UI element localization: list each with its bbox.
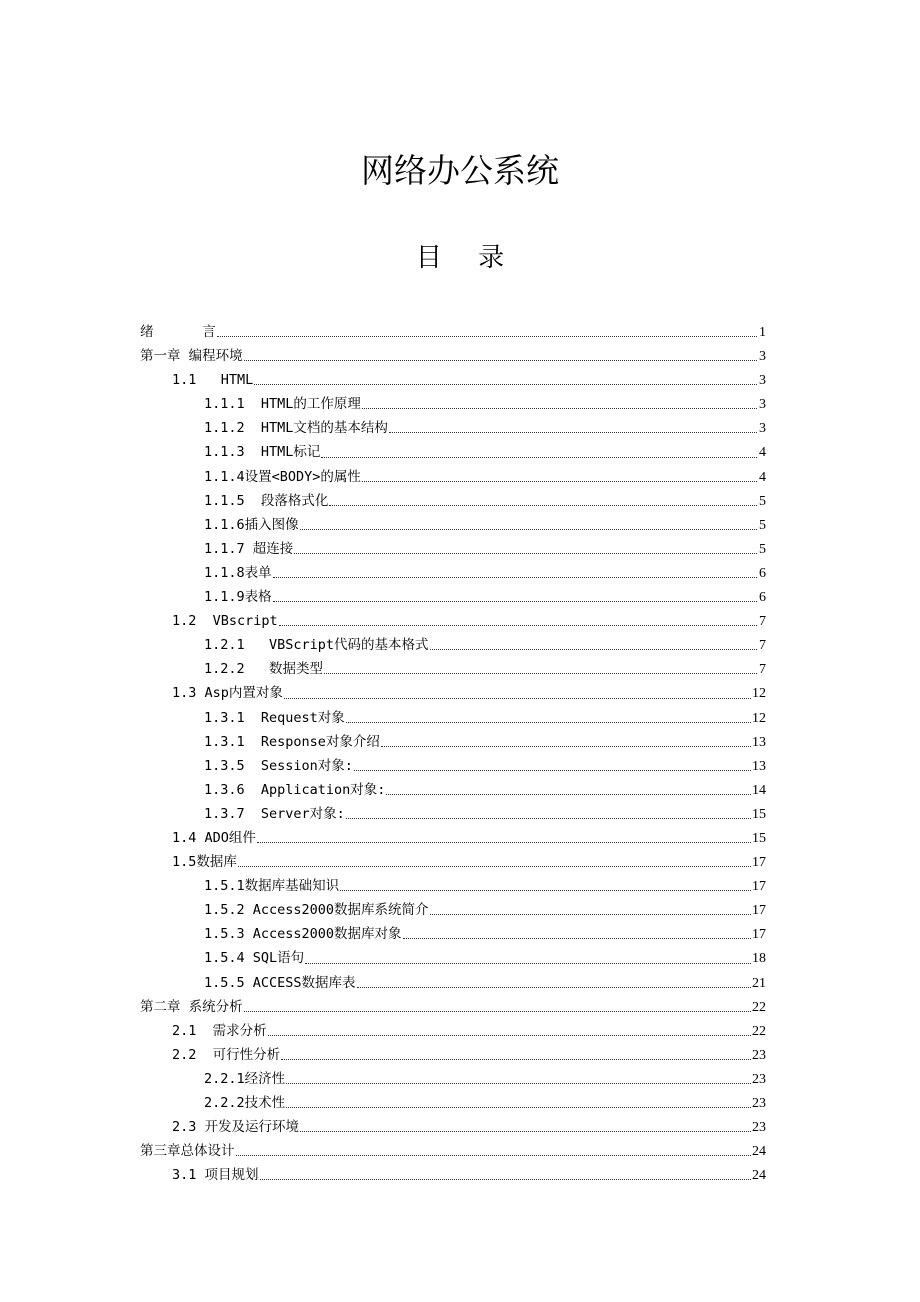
toc-entry-label: 1.5数据库 bbox=[172, 854, 237, 871]
toc-dot-leader bbox=[260, 1179, 751, 1180]
toc-dot-leader bbox=[430, 914, 751, 915]
toc-entry[interactable] bbox=[140, 971, 766, 995]
toc-page-number: 7 bbox=[759, 638, 766, 654]
toc-entry-label: 1.5.5 ACCESS数据库表 bbox=[204, 974, 356, 991]
toc-page-number: 3 bbox=[759, 349, 766, 365]
toc-entry[interactable] bbox=[140, 706, 766, 730]
toc-entry-label: 1.1.8表单 bbox=[204, 564, 272, 581]
toc-page-number: 7 bbox=[759, 614, 766, 630]
toc-page-number: 18 bbox=[752, 951, 766, 967]
toc-dot-leader bbox=[279, 625, 757, 626]
toc-dot-leader bbox=[329, 505, 757, 506]
toc-entry-label: 2.1 需求分析 bbox=[172, 1022, 267, 1039]
toc-dot-leader bbox=[346, 818, 751, 819]
toc-entry[interactable] bbox=[140, 392, 766, 416]
toc-page-number: 12 bbox=[752, 686, 766, 702]
toc-page-number: 23 bbox=[752, 1047, 766, 1063]
toc-entry-label: 2.3 开发及运行环境 bbox=[172, 1119, 300, 1136]
toc-entry[interactable] bbox=[140, 995, 766, 1019]
toc-page-number: 5 bbox=[759, 493, 766, 509]
toc-entry[interactable] bbox=[140, 1115, 766, 1139]
toc-entry[interactable] bbox=[140, 561, 766, 585]
toc-entry[interactable] bbox=[140, 344, 766, 368]
toc-page-number: 3 bbox=[759, 421, 766, 437]
toc-entry-label: 1.5.3 Access2000数据库对象 bbox=[204, 926, 402, 943]
toc-entry-label: 1.5.4 SQL语句 bbox=[204, 950, 305, 967]
toc-entry[interactable] bbox=[140, 802, 766, 826]
toc-entry-label: 1.1.1 HTML的工作原理 bbox=[204, 396, 361, 413]
toc-page-number: 3 bbox=[759, 397, 766, 413]
toc-page-number: 23 bbox=[752, 1120, 766, 1136]
toc-entry[interactable] bbox=[140, 465, 766, 489]
toc-page-number: 17 bbox=[752, 855, 766, 871]
toc-entry-label: 2.2 可行性分析 bbox=[172, 1046, 281, 1063]
toc-entry-label: 1.3.1 Response对象介绍 bbox=[204, 733, 380, 750]
toc-entry[interactable] bbox=[140, 730, 766, 754]
toc-entry[interactable] bbox=[140, 778, 766, 802]
toc-dot-leader bbox=[273, 601, 757, 602]
toc-entry[interactable] bbox=[140, 440, 766, 464]
toc-dot-leader bbox=[362, 408, 757, 409]
toc-entry-label: 1.4 ADO组件 bbox=[172, 829, 256, 846]
toc-entry-label: 1.1.3 HTML标记 bbox=[204, 444, 321, 461]
toc-dot-leader bbox=[217, 336, 757, 337]
toc-entry-label: 1.1 HTML bbox=[172, 372, 254, 389]
toc-entry[interactable] bbox=[140, 754, 766, 778]
toc-entry[interactable] bbox=[140, 489, 766, 513]
toc-entry-label: 1.3.6 Application对象: bbox=[204, 781, 386, 798]
toc-page-number: 7 bbox=[759, 662, 766, 678]
toc-dot-leader bbox=[430, 649, 757, 650]
toc-dot-leader bbox=[284, 698, 751, 699]
toc-page-number: 5 bbox=[759, 517, 766, 533]
toc-entry-label: 第三章总体设计 bbox=[140, 1143, 235, 1160]
toc-entry[interactable] bbox=[140, 537, 766, 561]
toc-entry-label: 绪 言 bbox=[140, 324, 216, 340]
toc-entry-label: 1.5.2 Access2000数据库系统简介 bbox=[204, 902, 429, 919]
toc-page-number: 15 bbox=[752, 830, 766, 846]
toc-entry[interactable] bbox=[140, 874, 766, 898]
toc-entry[interactable] bbox=[140, 1091, 766, 1115]
toc-dot-leader bbox=[286, 1107, 751, 1108]
toc-page-number: 14 bbox=[752, 782, 766, 798]
toc-page-number: 21 bbox=[752, 975, 766, 991]
toc-page-number: 4 bbox=[759, 469, 766, 485]
toc-page-number: 23 bbox=[752, 1071, 766, 1087]
toc-page-number: 24 bbox=[752, 1144, 766, 1160]
toc-entry-label: 1.1.4设置<BODY>的属性 bbox=[204, 468, 361, 485]
toc-dot-leader bbox=[381, 746, 751, 747]
toc-dot-leader bbox=[340, 890, 751, 891]
toc-entry[interactable] bbox=[140, 946, 766, 970]
toc-entry[interactable] bbox=[140, 1067, 766, 1091]
toc-page-number: 15 bbox=[752, 806, 766, 822]
toc-dot-leader bbox=[294, 553, 757, 554]
toc-entry[interactable] bbox=[140, 368, 766, 392]
toc-entry-label: 1.1.7 超连接 bbox=[204, 540, 294, 557]
toc-page-number: 6 bbox=[759, 590, 766, 606]
toc-entry-label: 1.2 VBscript bbox=[172, 613, 278, 630]
toc-dot-leader bbox=[238, 866, 751, 867]
toc-entry[interactable] bbox=[140, 320, 766, 344]
toc-entry[interactable] bbox=[140, 1139, 766, 1163]
toc-entry[interactable] bbox=[140, 681, 766, 705]
toc-page-number: 17 bbox=[752, 879, 766, 895]
toc-page-number: 12 bbox=[752, 710, 766, 726]
toc-entry[interactable] bbox=[140, 1043, 766, 1067]
toc-entry-label: 1.3 Asp内置对象 bbox=[172, 685, 283, 702]
toc-dot-leader bbox=[305, 963, 751, 964]
toc-page-number: 13 bbox=[752, 734, 766, 750]
toc-page-number: 17 bbox=[752, 927, 766, 943]
toc-page-number: 17 bbox=[752, 903, 766, 919]
toc-page-number: 5 bbox=[759, 541, 766, 557]
toc-dot-leader bbox=[403, 938, 751, 939]
toc-dot-leader bbox=[354, 770, 751, 771]
toc-entry-label: 1.1.2 HTML文档的基本结构 bbox=[204, 420, 388, 437]
toc-dot-leader bbox=[362, 481, 757, 482]
toc-dot-leader bbox=[236, 1155, 752, 1156]
toc-entry[interactable] bbox=[140, 1163, 766, 1187]
toc-dot-leader bbox=[324, 673, 757, 674]
toc-entry-label: 第二章 系统分析 bbox=[140, 998, 243, 1015]
toc-page-number: 3 bbox=[759, 373, 766, 389]
toc-entry-label: 1.5.1数据库基础知识 bbox=[204, 878, 340, 895]
toc-entry-label: 1.3.1 Request对象 bbox=[204, 709, 345, 726]
toc-entry[interactable] bbox=[140, 633, 766, 657]
toc-entry[interactable] bbox=[140, 513, 766, 537]
toc-dot-leader bbox=[281, 1059, 751, 1060]
toc-entry-label: 2.2.2技术性 bbox=[204, 1095, 286, 1111]
toc-entry-label: 第一章 编程环境 bbox=[140, 348, 243, 365]
toc-dot-leader bbox=[273, 577, 757, 578]
toc-entry[interactable] bbox=[140, 898, 766, 922]
toc-entry-label: 1.3.7 Server对象: bbox=[204, 805, 345, 822]
toc-entry[interactable] bbox=[140, 922, 766, 946]
toc-entry[interactable] bbox=[140, 826, 766, 850]
toc-page-number: 1 bbox=[759, 325, 766, 340]
toc-entry-label: 1.2.1 VBScript代码的基本格式 bbox=[204, 637, 429, 654]
toc-dot-leader bbox=[300, 1131, 751, 1132]
toc-entry-label: 1.1.5 段落格式化 bbox=[204, 492, 329, 509]
toc-page-number: 6 bbox=[759, 565, 766, 581]
toc-page-number: 22 bbox=[752, 999, 766, 1015]
toc-entry[interactable] bbox=[140, 585, 766, 609]
toc-page-number: 22 bbox=[752, 1023, 766, 1039]
toc-entry[interactable] bbox=[140, 609, 766, 633]
toc-dot-leader bbox=[244, 1011, 751, 1012]
toc-entry-label: 1.3.5 Session对象: bbox=[204, 757, 353, 774]
toc-heading: 目 录 bbox=[415, 243, 519, 273]
toc-entry-label: 3.1 项目规划 bbox=[172, 1167, 259, 1184]
toc-dot-leader bbox=[321, 457, 757, 458]
toc-entry[interactable] bbox=[140, 850, 766, 874]
toc-dot-leader bbox=[286, 1083, 751, 1084]
toc-page-number: 13 bbox=[752, 758, 766, 774]
toc-dot-leader bbox=[244, 360, 757, 361]
toc-page-number: 24 bbox=[752, 1168, 766, 1184]
toc-entry-label: 2.2.1经济性 bbox=[204, 1070, 286, 1087]
toc-dot-leader bbox=[346, 722, 751, 723]
toc-dot-leader bbox=[300, 529, 757, 530]
toc-dot-leader bbox=[389, 432, 757, 433]
toc-entry-label: 1.1.6插入图像 bbox=[204, 516, 299, 533]
toc-page-number: 4 bbox=[759, 445, 766, 461]
toc-entry-label: 1.1.9表格 bbox=[204, 589, 272, 606]
toc-entry-label: 1.2.2 数据类型 bbox=[204, 661, 324, 678]
toc-dot-leader bbox=[386, 794, 751, 795]
toc-dot-leader bbox=[357, 987, 751, 988]
document-title: 网络办公系统 bbox=[361, 151, 559, 190]
toc-page-number: 23 bbox=[752, 1096, 766, 1111]
toc-entry[interactable] bbox=[140, 657, 766, 681]
toc-dot-leader bbox=[254, 384, 757, 385]
toc-entry[interactable] bbox=[140, 416, 766, 440]
toc-entry[interactable] bbox=[140, 1019, 766, 1043]
toc-dot-leader bbox=[257, 842, 751, 843]
table-of-contents bbox=[140, 320, 766, 1187]
toc-dot-leader bbox=[268, 1035, 751, 1036]
